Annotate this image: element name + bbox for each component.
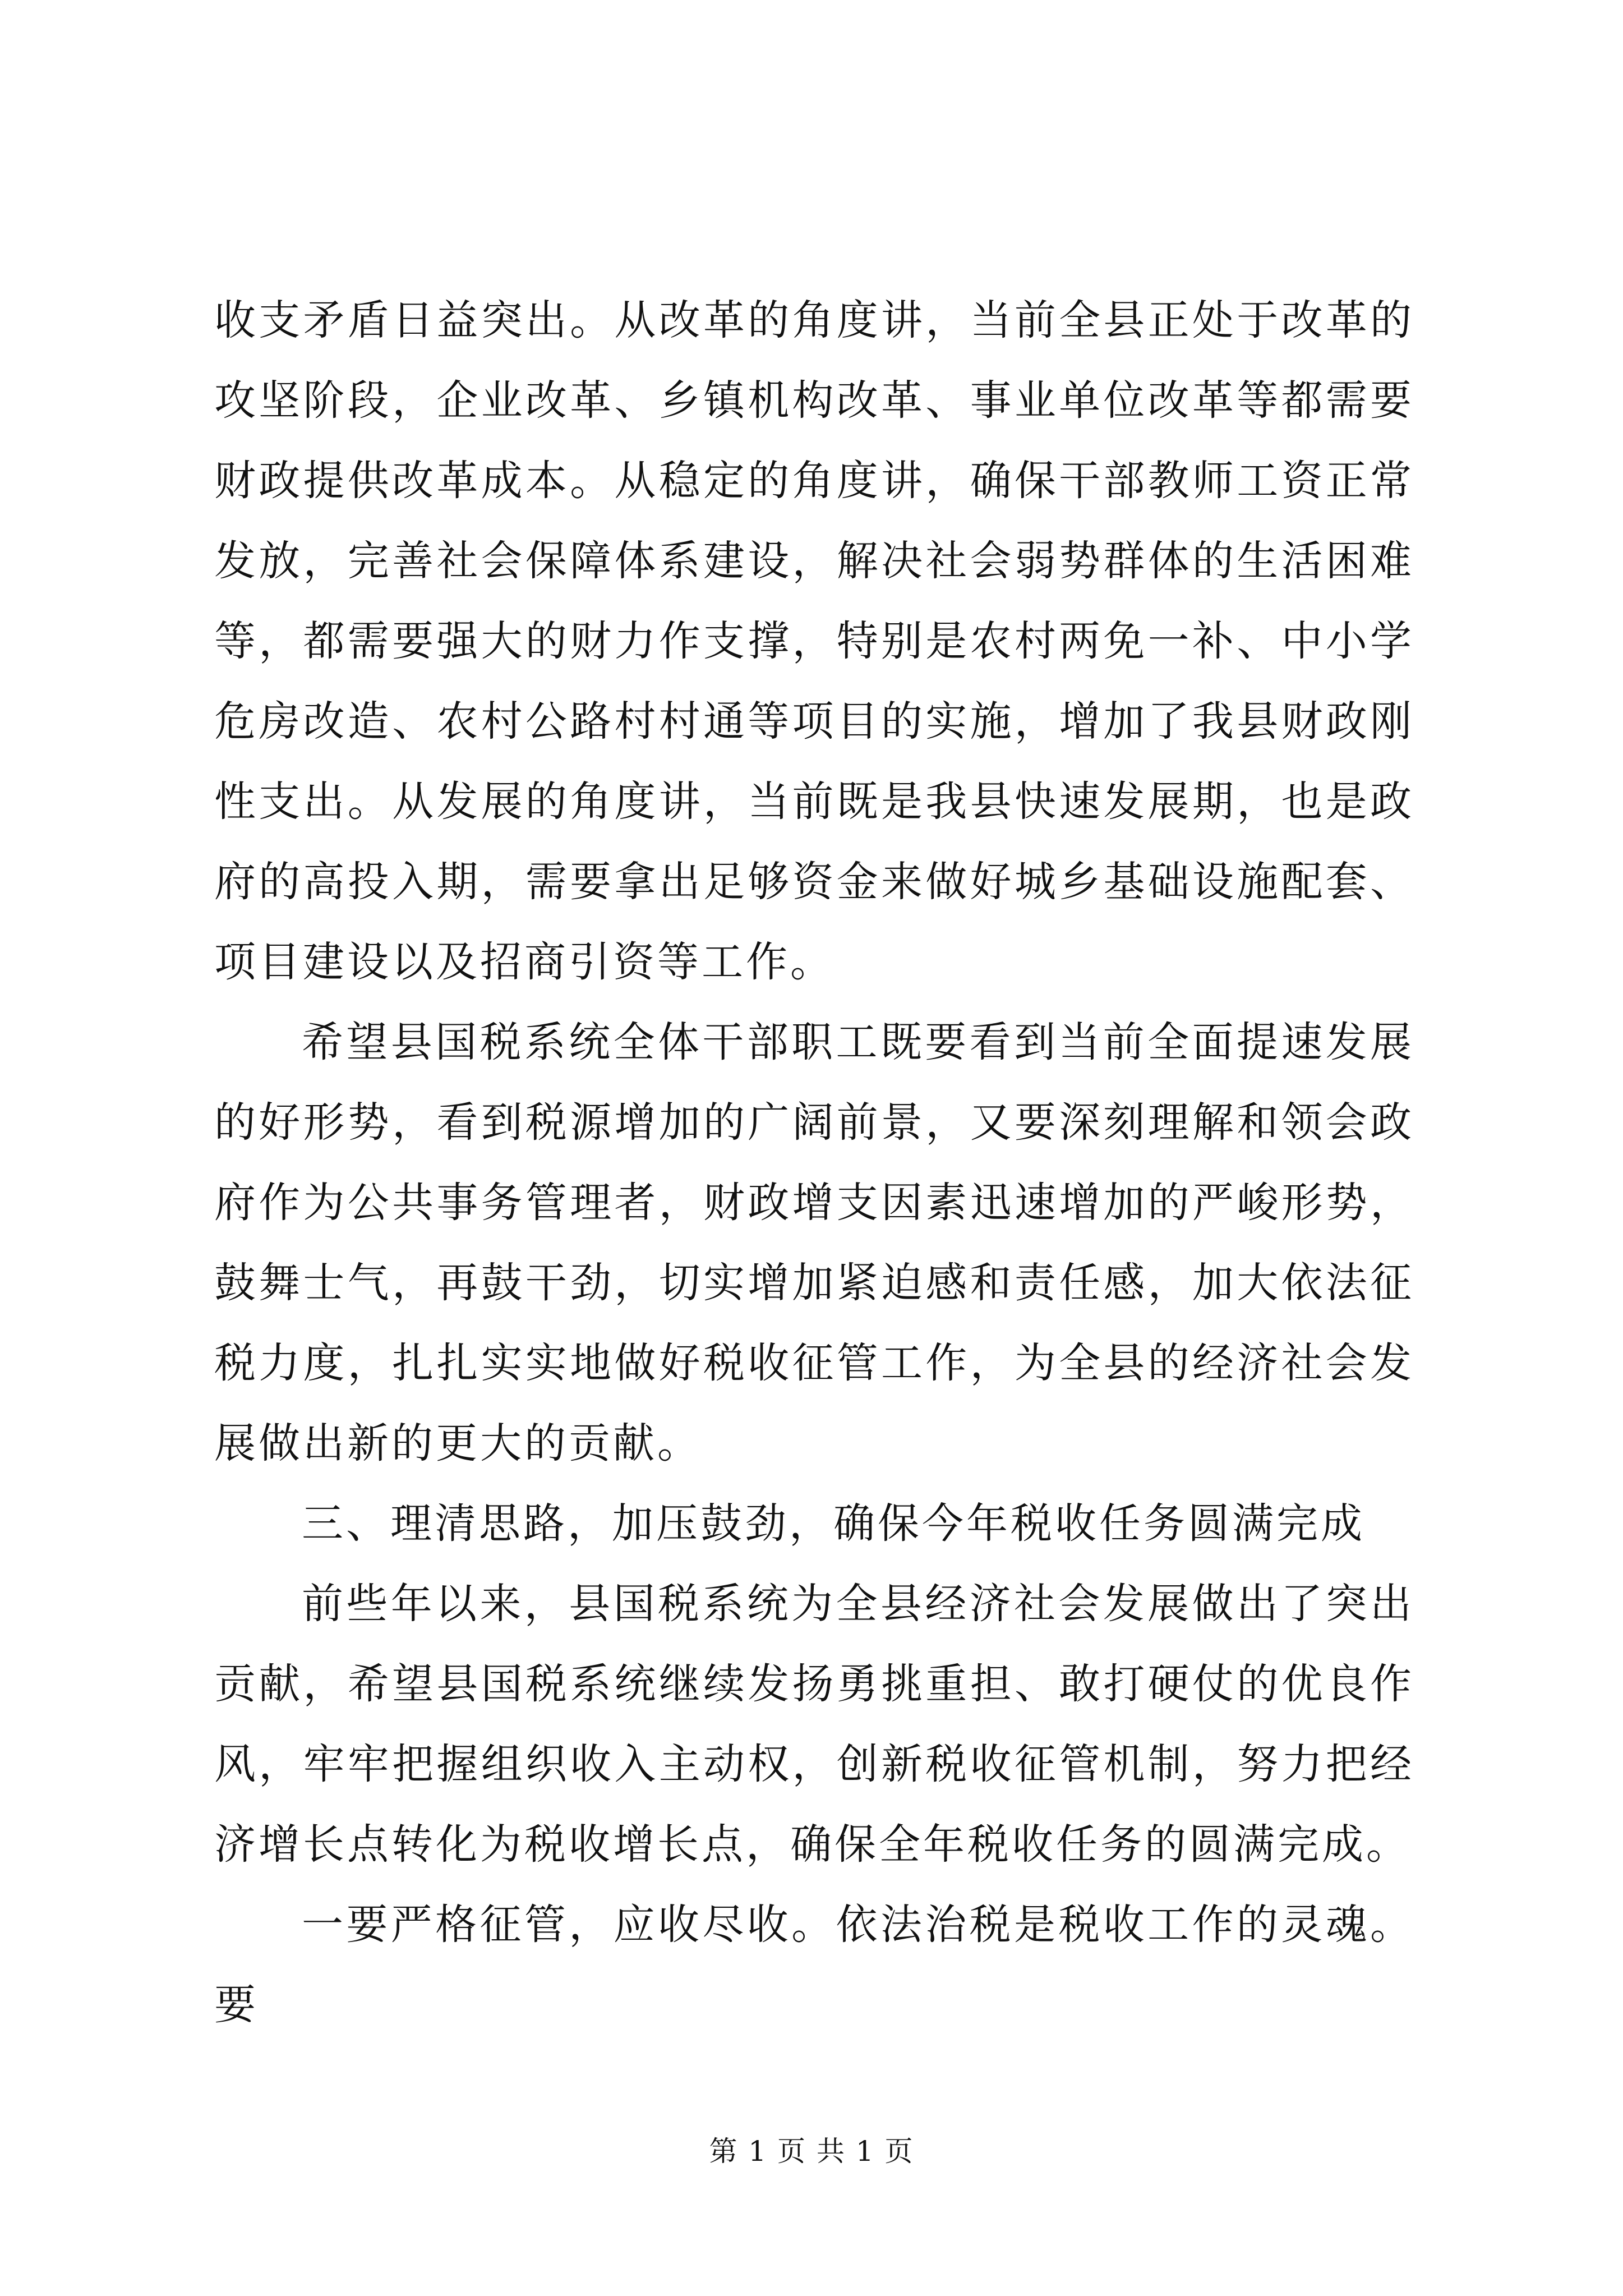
paragraph-4: 一要严格征管，应收尽收。依法治税是税收工作的灵魂。要 [214, 1901, 1414, 2029]
section-heading: 三、理清思路，加压鼓劲，确保今年税收任务圆满完成 [302, 1499, 1365, 1548]
paragraph-2: 希望县国税系统全体干部职工既要看到当前全面提速发展的好形势，看到税源增加的广阔前景，又要深刻理解和领会政府作为公共事务管理者，财政增支因素迅速增加的严峻形势，鼓舞士气，再鼓干劲，切实增加紧迫感和责任感，加大依法征税力度，扎扎实实地做好税收征管工作，为全县的经济社会发展做出新的更大的贡献。 [214, 1018, 1414, 1467]
paragraph-1: 收支矛盾日益突出。从改革的角度讲，当前全县正处于改革的攻坚阶段，企业改革、乡镇机构改革、事业单位改革等都需要财政提供改革成本。从稳定的角度讲，确保干部教师工资正常发放，完善社会保障体系建设，解决社会弱势群体的生活困难等，都需要强大的财力作支撑，特别是农村两免一补、中小学危房改造、农村公路村村通等项目的实施，增加了我县财政刚性支出。从发展的角度讲，当前既是我县快速发展期，也是政府的高投入期，需要拿出足够资金来做好城乡基础设施配套、项目建设以及招商引资等工作。 [214, 296, 1414, 986]
paragraph-3: 前些年以来，县国税系统为全县经济社会发展做出了突出贡献，希望县国税系统继续发扬勇挑重担、敢打硬仗的优良作风，牢牢把握组织收入主动权，创新税收征管机制，努力把经济增长点转化为税收增长点，确保全年税收任务的圆满完成。 [214, 1580, 1414, 1869]
page-footer: 第 1 页 共 1 页 [709, 2135, 914, 2168]
document-body [214, 280, 1414, 2045]
